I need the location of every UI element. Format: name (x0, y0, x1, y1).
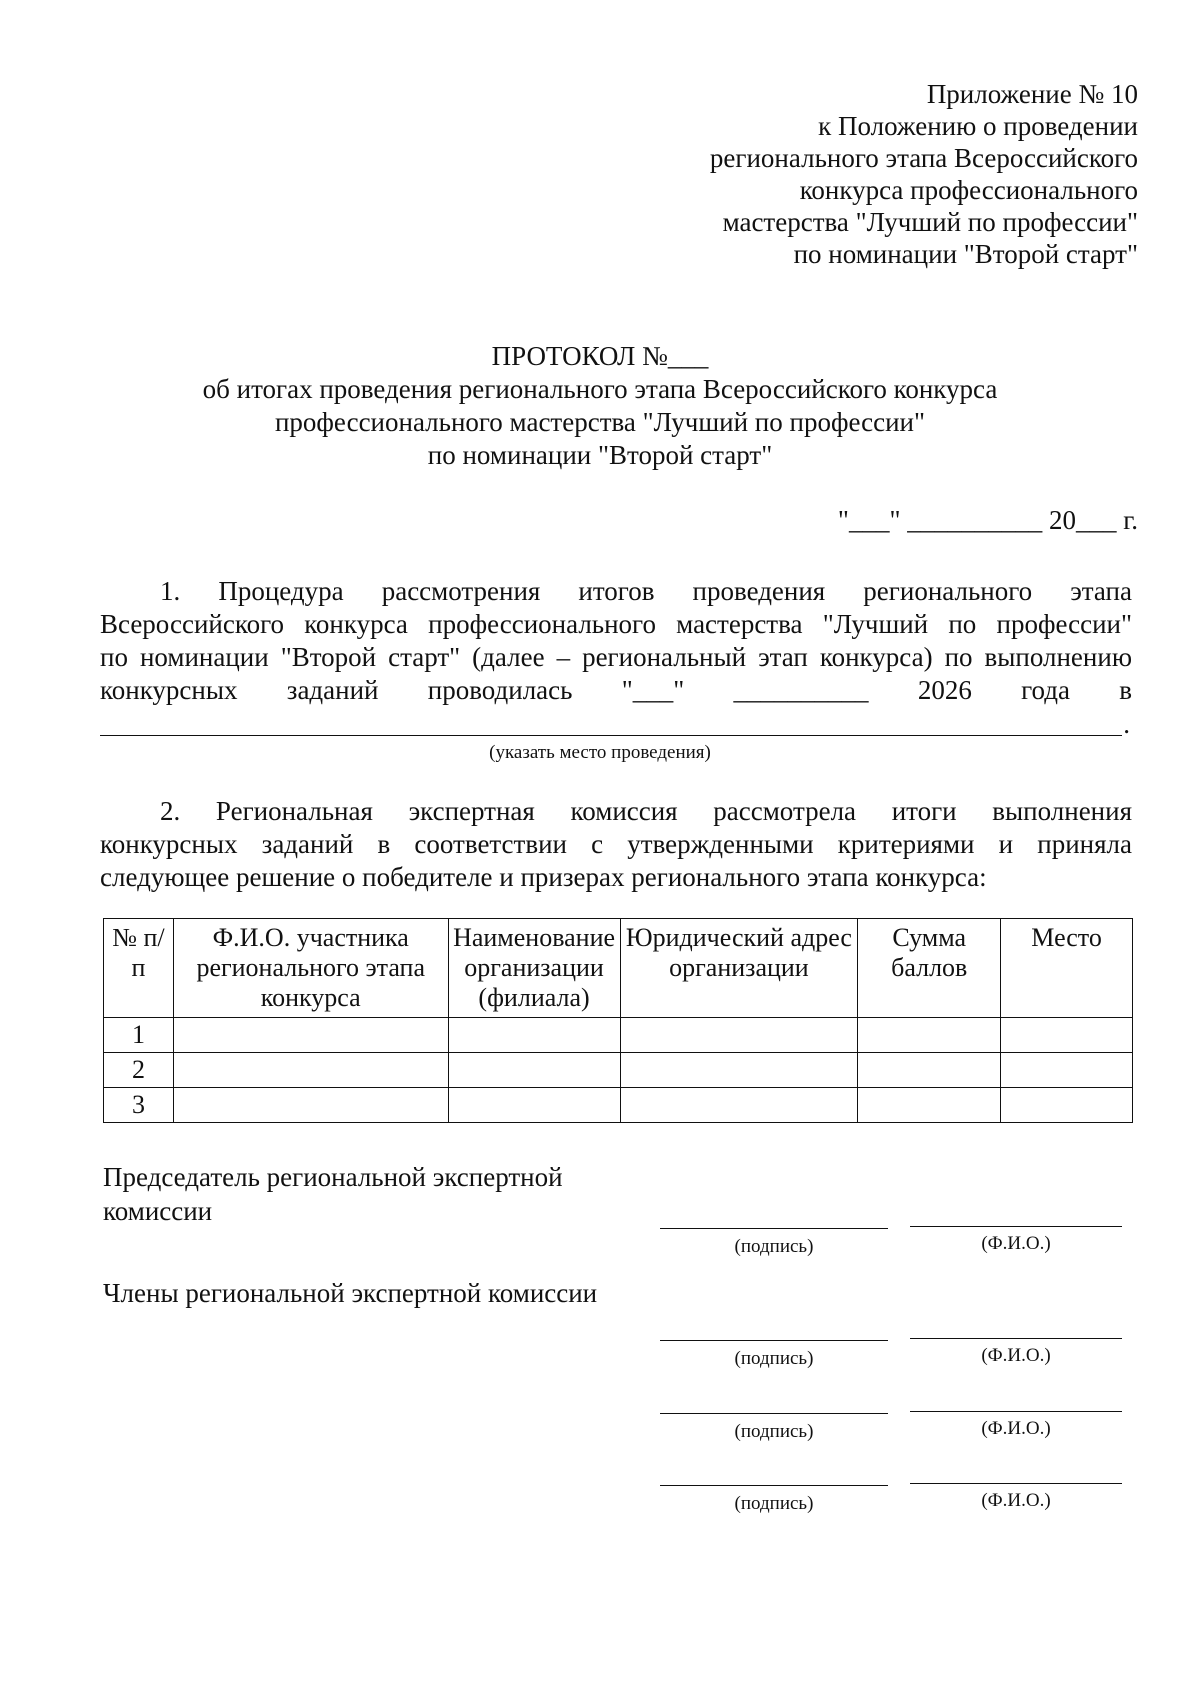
table-cell-number: 1 (104, 1018, 174, 1053)
table-cell (858, 1018, 1001, 1053)
column-header-address: Юридический адрес организации (620, 919, 858, 1018)
table-cell (1001, 1088, 1133, 1123)
signature-caption: (подпись) (734, 1348, 814, 1369)
column-header-place: Место (1001, 919, 1133, 1018)
member-signature-line (660, 1485, 888, 1486)
table-cell (173, 1053, 448, 1088)
results-table (103, 918, 1133, 1123)
member-name-line (910, 1483, 1122, 1484)
table-cell (1001, 1018, 1133, 1053)
table-cell (620, 1018, 858, 1053)
table-row (104, 1018, 1133, 1053)
paragraph-line: конкурсных заданий в соответствии с утвержденными критериями и приняла (100, 829, 1132, 859)
paragraph-line: 2. Региональная экспертная комиссия рассмотрела итоги выполнения (160, 796, 1132, 826)
venue-underline (100, 735, 1122, 736)
table-cell (448, 1018, 620, 1053)
signature-caption: (подпись) (734, 1236, 814, 1257)
paragraph-decision (100, 795, 1132, 894)
appendix-line: мастерства "Лучший по профессии" (722, 207, 1138, 237)
paragraph-line: следующее решение о победителе и призерах регионального этапа конкурса: (100, 862, 987, 892)
chairman-signature-line (660, 1228, 888, 1229)
appendix-line: конкурса профессионального (799, 175, 1138, 205)
appendix-line: к Положению о проведении (818, 111, 1138, 141)
table-cell (173, 1088, 448, 1123)
appendix-header (710, 78, 1138, 270)
members-label: Члены региональной экспертной комиссии (103, 1278, 598, 1308)
title-line: профессионального мастерства "Лучший по профессии" (274, 407, 925, 437)
title-line: об итогах проведения регионального этапа Всероссийского конкурса (202, 374, 998, 404)
venue-period: . (1123, 709, 1130, 739)
name-caption: (Ф.И.О.) (981, 1233, 1051, 1254)
member-name-line (910, 1338, 1122, 1339)
chairman-name-line (910, 1226, 1122, 1227)
name-caption: (Ф.И.О.) (981, 1345, 1051, 1366)
chairman-label-line: комиссии (103, 1196, 213, 1226)
column-header-score: Сумма баллов (858, 919, 1001, 1018)
paragraph-line: конкурсных заданий проводилась "___" __________ 2026 года в (100, 675, 1132, 705)
venue-field (100, 708, 1132, 738)
table-cell (620, 1088, 858, 1123)
protocol-date: "___" __________ 20___ г. (837, 505, 1138, 535)
member-signature-line (660, 1340, 888, 1341)
table-cell (620, 1053, 858, 1088)
paragraph-line: Всероссийского конкурса профессионального мастерства "Лучший по профессии" (100, 609, 1132, 639)
signature-caption: (подпись) (734, 1493, 814, 1514)
table-cell (448, 1088, 620, 1123)
chairman-label-line: Председатель региональной экспертной (103, 1162, 563, 1192)
table-cell (858, 1053, 1001, 1088)
table-row (104, 1088, 1133, 1123)
protocol-heading: ПРОТОКОЛ №___ (491, 341, 709, 371)
appendix-line: регионального этапа Всероссийского (709, 143, 1138, 173)
protocol-title (100, 340, 1100, 472)
paragraph-line: по номинации "Второй старт" (далее – региональный этап конкурса) по выполнению (100, 642, 1132, 672)
table-cell (448, 1053, 620, 1088)
table-cell-number: 3 (104, 1088, 174, 1123)
member-signature-line (660, 1413, 888, 1414)
venue-hint: (указать место проведения) (489, 742, 711, 763)
signature-caption: (подпись) (734, 1421, 814, 1442)
appendix-line: Приложение № 10 (926, 79, 1138, 109)
column-header-number: № п/п (104, 919, 174, 1018)
name-caption: (Ф.И.О.) (981, 1418, 1051, 1439)
member-name-line (910, 1411, 1122, 1412)
table-header-row (104, 919, 1133, 1018)
paragraph-line: 1. Процедура рассмотрения итогов проведения регионального этапа (160, 576, 1132, 606)
table-cell (858, 1088, 1001, 1123)
name-caption: (Ф.И.О.) (981, 1490, 1051, 1511)
table-row (104, 1053, 1133, 1088)
table-cell-number: 2 (104, 1053, 174, 1088)
appendix-line: по номинации "Второй старт" (793, 239, 1138, 269)
column-header-participant: Ф.И.О. участника регионального этапа конкурса (173, 919, 448, 1018)
table-cell (173, 1018, 448, 1053)
paragraph-procedure (100, 575, 1132, 707)
table-cell (1001, 1053, 1133, 1088)
chairman-label (103, 1160, 563, 1228)
title-line: по номинации "Второй старт" (427, 440, 773, 470)
column-header-organization: Наименование организации (филиала) (448, 919, 620, 1018)
